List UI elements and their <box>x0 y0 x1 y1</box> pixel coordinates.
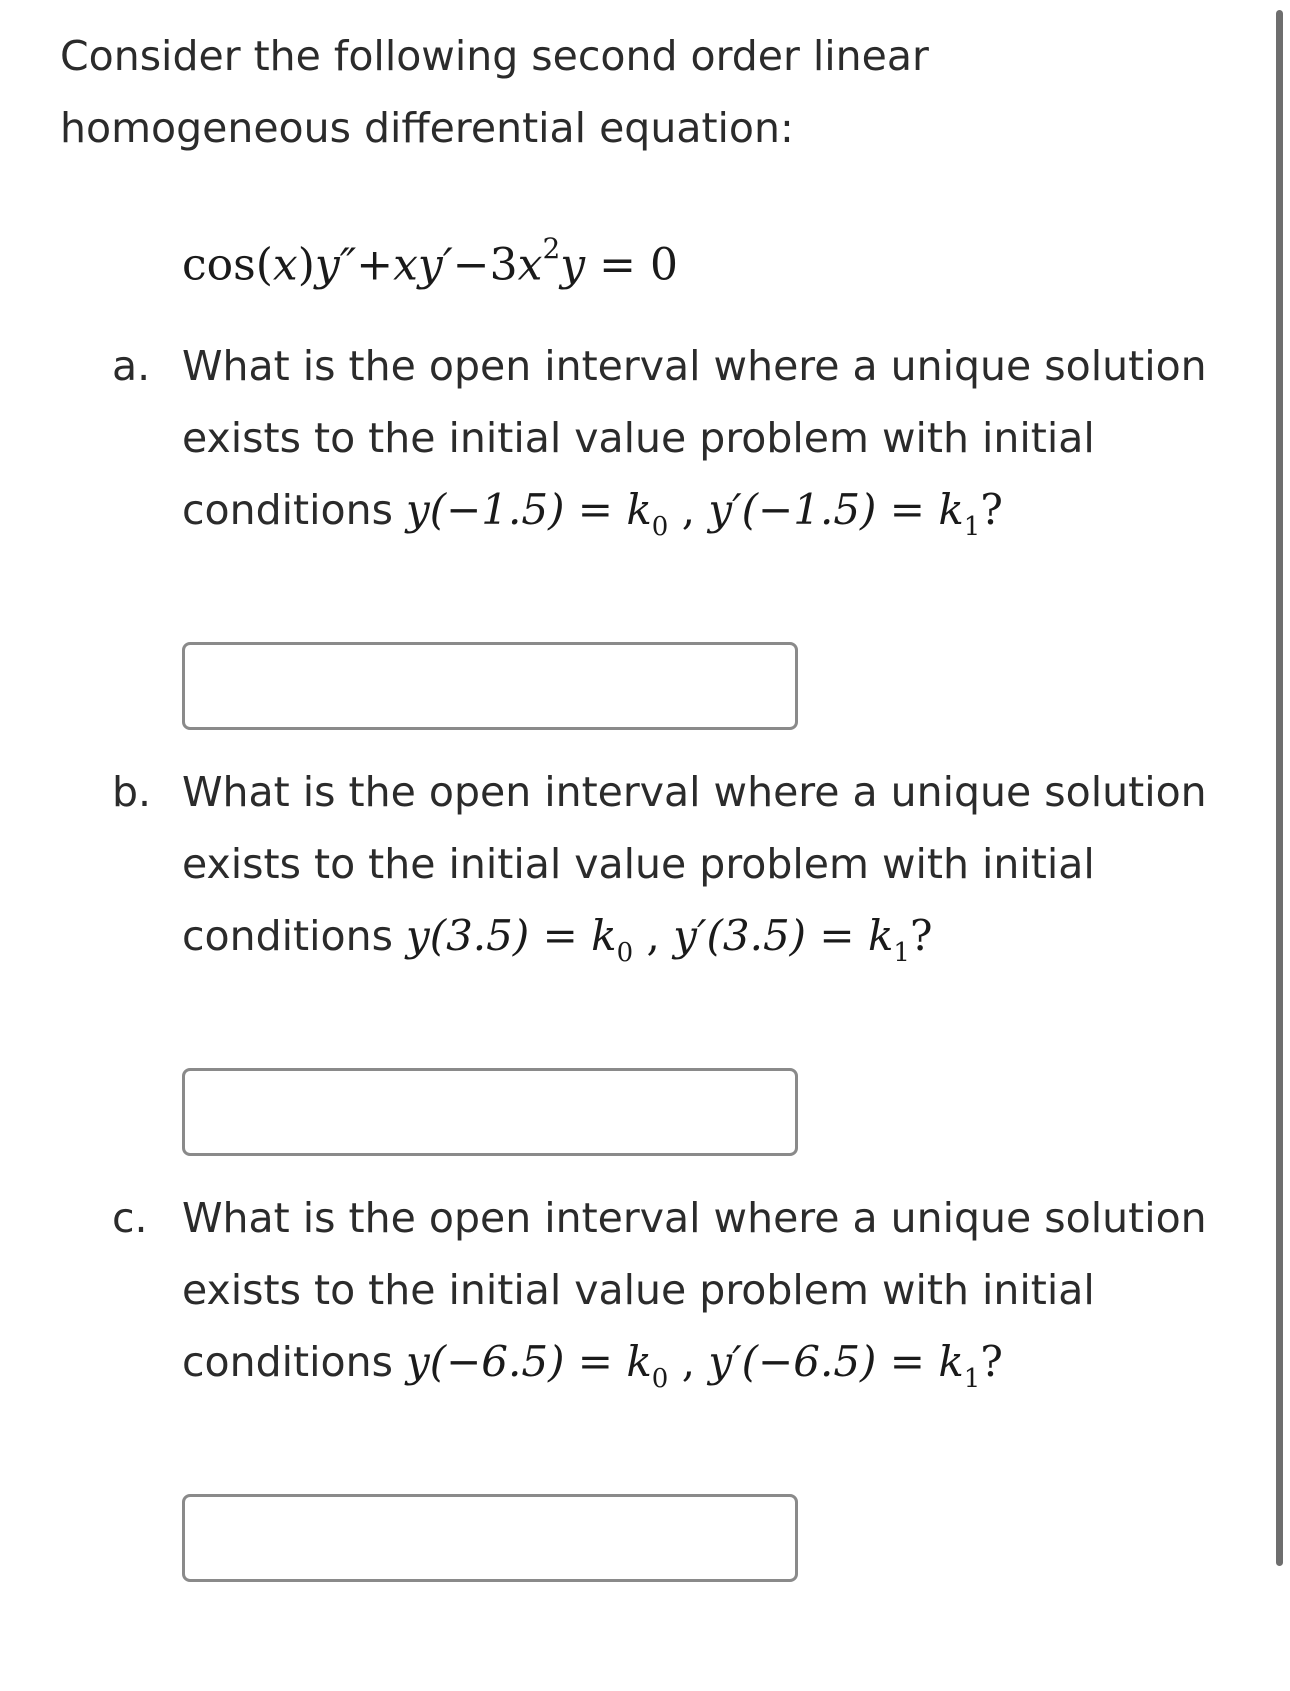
differential-equation <box>182 232 678 291</box>
question-mark: ? <box>909 911 933 960</box>
eq-minus: −3 <box>452 239 518 291</box>
intro-line-2: homogeneous differential equation: <box>60 104 794 152</box>
initial-conditions <box>405 911 933 969</box>
condition-1: y(−1.5) = k <box>405 485 652 534</box>
conditions-label: conditions <box>182 486 406 534</box>
question-line-2: exists to the initial value problem with initial <box>182 1266 1095 1314</box>
question-line-3 <box>182 1326 1232 1413</box>
initial-conditions <box>405 485 1003 543</box>
condition-2: y′(3.5) = k <box>673 911 894 960</box>
separator: , <box>668 485 709 534</box>
subscript-1: 1 <box>963 1364 981 1395</box>
question-letter: c. <box>112 1194 148 1242</box>
subscript-0: 0 <box>651 1364 669 1395</box>
conditions-label: conditions <box>182 912 406 960</box>
condition-2: y′(−6.5) = k <box>708 1337 964 1386</box>
question-line-2: exists to the initial value problem with initial <box>182 840 1095 888</box>
separator: , <box>668 1337 709 1386</box>
condition-1: y(−6.5) = k <box>405 1337 652 1386</box>
subscript-0: 0 <box>616 938 634 969</box>
answer-input-a[interactable] <box>182 642 798 730</box>
question-mark: ? <box>980 485 1003 534</box>
eq-equals-zero: = 0 <box>585 239 678 291</box>
eq-y: y <box>560 239 586 291</box>
question-letter: b. <box>112 768 152 816</box>
conditions-label: conditions <box>182 1338 406 1386</box>
eq-xy-prime: xy′ <box>393 239 453 291</box>
question-line-1: What is the open interval where a unique solution <box>182 342 1207 390</box>
question-line-1: What is the open interval where a unique solution <box>182 768 1207 816</box>
answer-input-c[interactable] <box>182 1494 798 1582</box>
scrollbar[interactable] <box>1276 10 1283 1566</box>
eq-plus: + <box>356 239 394 291</box>
problem-intro <box>60 20 1160 164</box>
condition-1: y(3.5) = k <box>405 911 617 960</box>
question-text <box>182 330 1232 561</box>
initial-conditions <box>405 1337 1003 1395</box>
question-mark: ? <box>980 1337 1003 1386</box>
question-letter: a. <box>112 342 151 390</box>
eq-x-squared: x <box>517 239 543 291</box>
eq-y-double-prime: y″ <box>314 239 357 291</box>
question-line-1: What is the open interval where a unique solution <box>182 1194 1207 1242</box>
subscript-1: 1 <box>963 512 981 543</box>
separator: , <box>633 911 674 960</box>
subscript-0: 0 <box>651 512 669 543</box>
eq-close: ) <box>297 239 315 291</box>
question-line-3 <box>182 900 1232 987</box>
question-line-3 <box>182 474 1232 561</box>
condition-2: y′(−1.5) = k <box>708 485 964 534</box>
eq-exponent: 2 <box>542 232 561 265</box>
question-line-2: exists to the initial value problem with initial <box>182 414 1095 462</box>
answer-input-b[interactable] <box>182 1068 798 1156</box>
eq-cos: cos( <box>182 239 273 291</box>
eq-x: x <box>272 239 298 291</box>
question-text <box>182 1182 1232 1413</box>
question-text <box>182 756 1232 987</box>
intro-line-1: Consider the following second order linear <box>60 32 929 80</box>
subscript-1: 1 <box>893 938 910 969</box>
